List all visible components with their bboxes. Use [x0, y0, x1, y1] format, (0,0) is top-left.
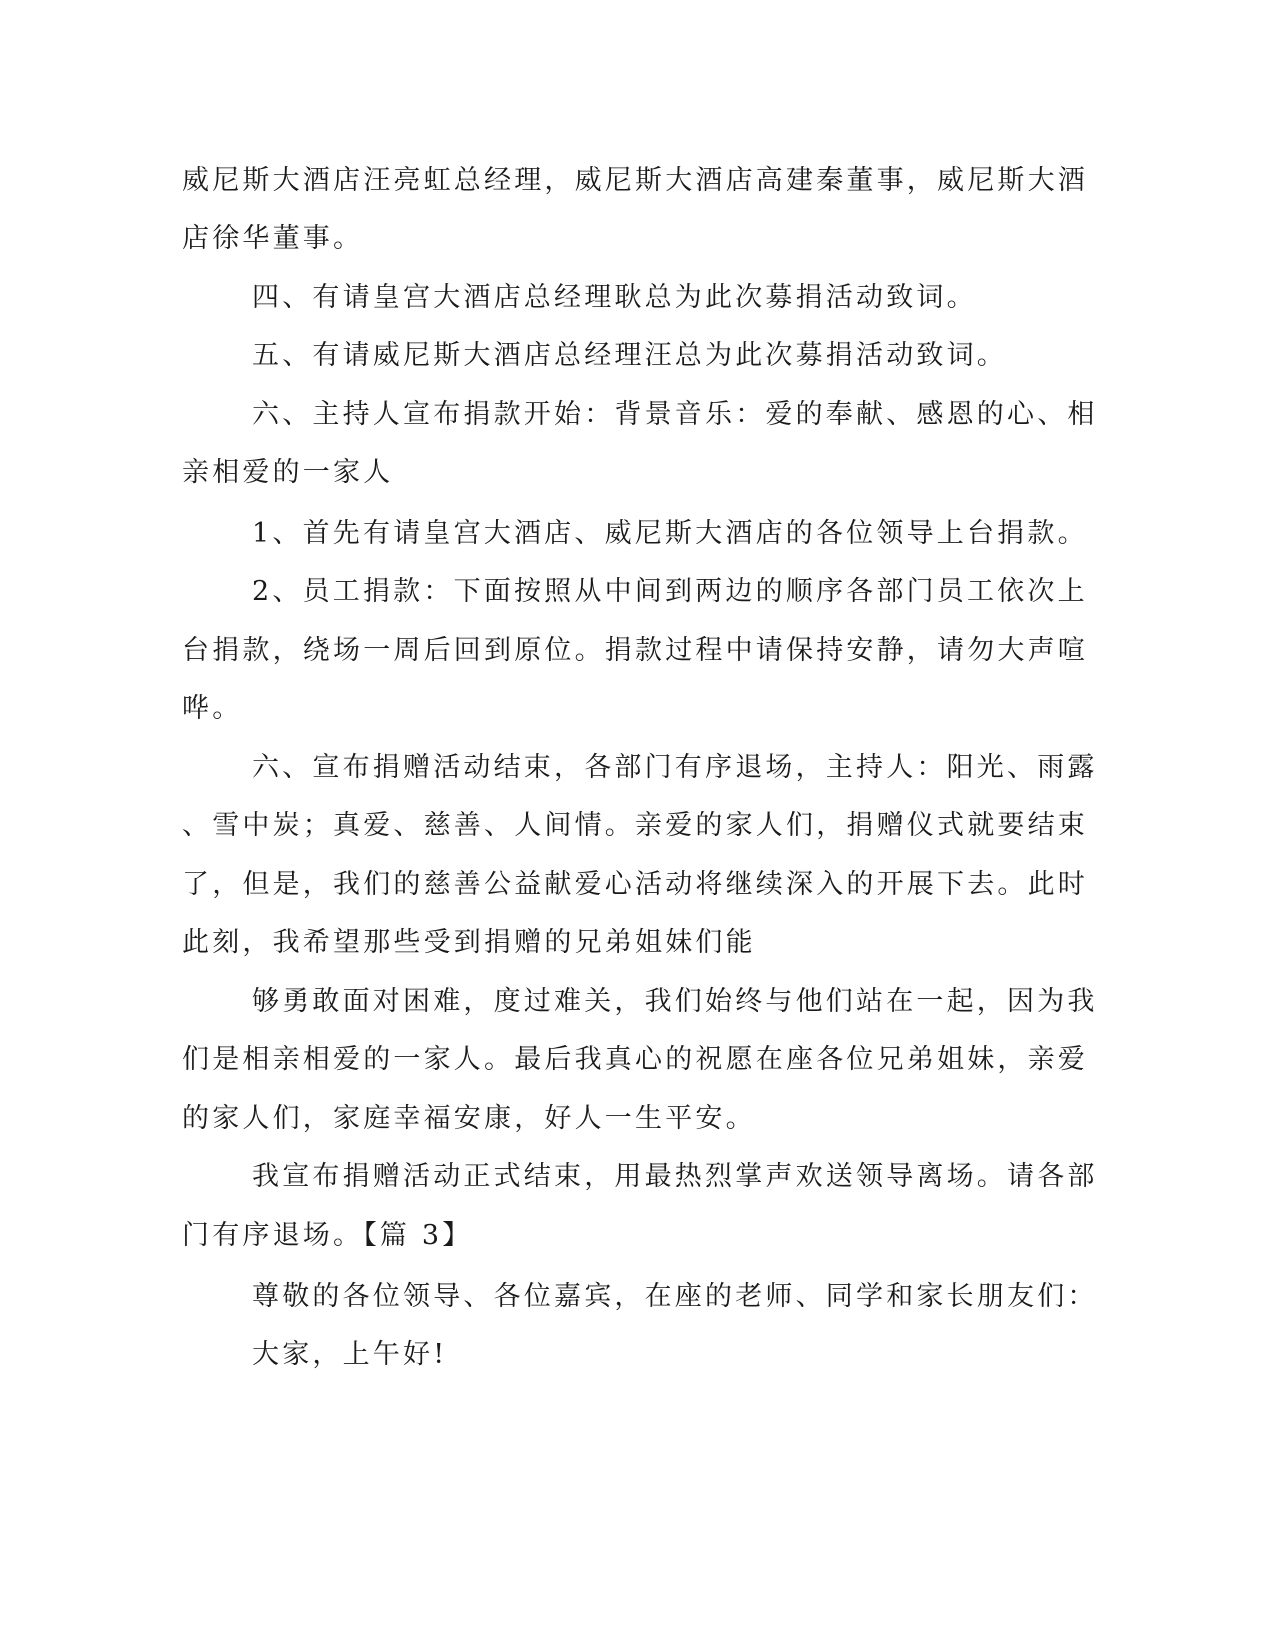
text-line: 门有序退场。【篇 3】: [182, 1220, 473, 1251]
text-line: 亲相爱的一家人: [182, 457, 394, 488]
paragraph-continuation: 够勇敢面对困难，度过难关，我们始终与他们站在一起，因为我: [252, 986, 1098, 1017]
list-item-1: 1、首先有请皇宫大酒店、威尼斯大酒店的各位领导上台捐款。: [252, 518, 1088, 549]
text-line: 台捐款，绕场一周后回到原位。捐款过程中请保持安静，请勿大声喧: [182, 635, 1088, 666]
text-line: 、雪中炭；真爱、慈善、人间情。亲爱的家人们，捐赠仪式就要结束: [182, 810, 1088, 841]
salutation: 尊敬的各位领导、各位嘉宾，在座的老师、同学和家长朋友们：: [252, 1281, 1098, 1312]
text-line: 的家人们，家庭幸福安康，好人一生平安。: [182, 1103, 756, 1134]
text-line: 哗。: [182, 693, 243, 724]
list-item-2: 2、员工捐款：下面按照从中间到两边的顺序各部门员工依次上: [252, 576, 1088, 607]
text-line: 此刻，我希望那些受到捐赠的兄弟姐妹们能: [182, 927, 756, 958]
paragraph-closing: 我宣布捐赠活动正式结束，用最热烈掌声欢送领导离场。请各部: [252, 1161, 1098, 1192]
paragraph-4: 四、有请皇宫大酒店总经理耿总为此次募捐活动致词。: [252, 282, 977, 313]
text-line: 店徐华董事。: [182, 223, 364, 254]
text-line: 们是相亲相爱的一家人。最后我真心的祝愿在座各位兄弟姐妹，亲爱: [182, 1044, 1088, 1075]
greeting: 大家，上午好!: [252, 1339, 448, 1370]
paragraph-5: 五、有请威尼斯大酒店总经理汪总为此次募捐活动致词。: [252, 340, 1007, 371]
paragraph-6: 六、主持人宣布捐款开始：背景音乐：爱的奉献、感恩的心、相: [252, 399, 1098, 430]
text-line: 威尼斯大酒店汪亮虹总经理，威尼斯大酒店高建秦董事，威尼斯大酒: [182, 165, 1088, 196]
paragraph-6b: 六、宣布捐赠活动结束，各部门有序退场，主持人：阳光、雨露: [252, 752, 1098, 783]
text-line: 了，但是，我们的慈善公益献爱心活动将继续深入的开展下去。此时: [182, 869, 1088, 900]
